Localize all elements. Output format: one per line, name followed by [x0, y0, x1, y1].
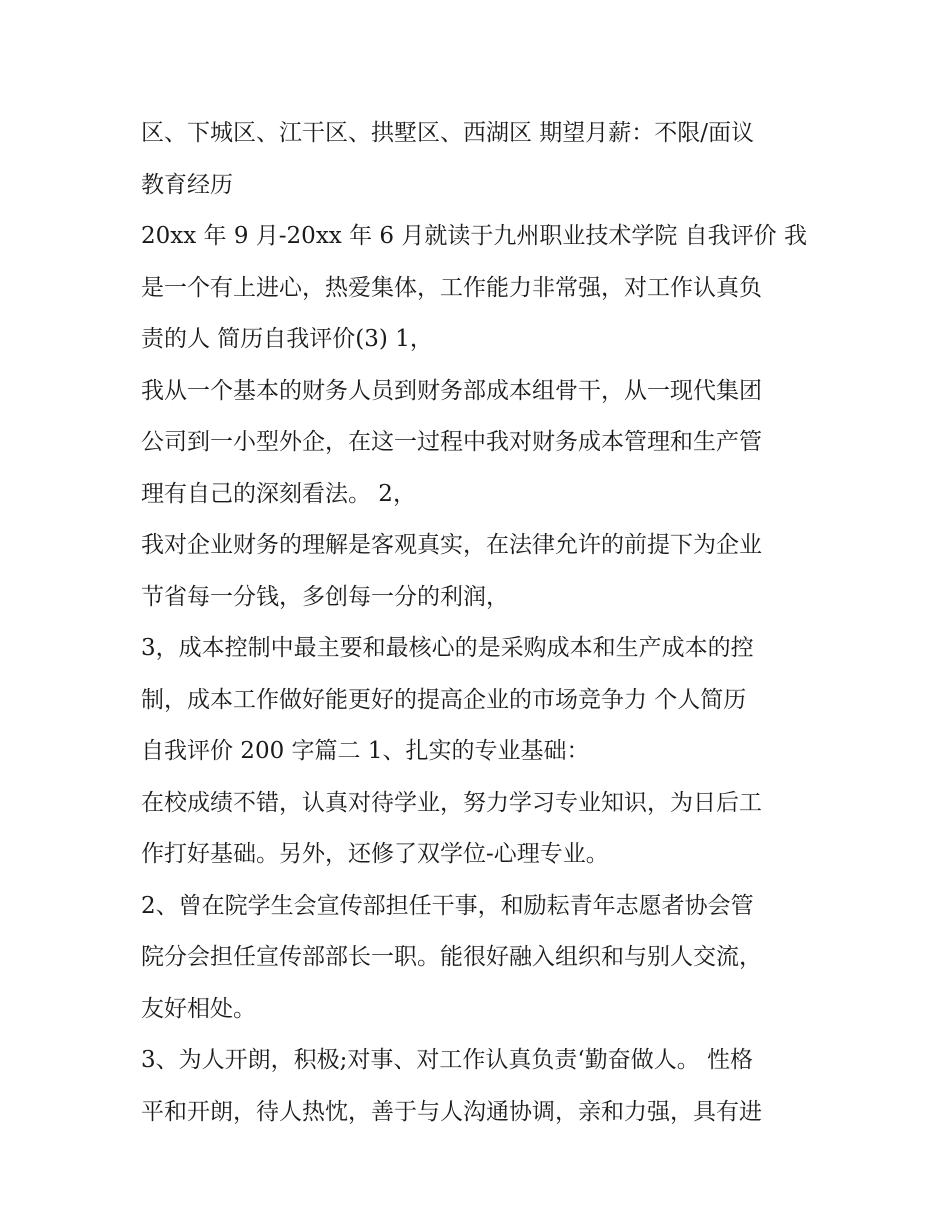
text-line: 院分会担任宣传部部长一职。能很好融入组织和与别人交流， [141, 944, 762, 970]
text-line: 平和开朗，待人热忱，善于与人沟通协调，亲和力强，具有进 [141, 1098, 762, 1125]
text-line: 区、下城区、江干区、拱墅区、西湖区 期望月薪：不限/面议 [141, 120, 755, 146]
text-line: 理有自己的深刻看法。 2， [141, 480, 416, 507]
text-line: 2、曾在院学生会宣传部担任干事，和励耘青年志愿者协会管 [141, 892, 754, 919]
text-line: 自我评价 200 字篇二 1、扎实的专业基础： [141, 738, 590, 764]
text-line: 友好相处。 [141, 995, 256, 1022]
text-line: 制，成本工作做好能更好的提高企业的市场竞争力 个人简历 [141, 686, 747, 713]
document-text [141, 108, 821, 1138]
text-line: 我从一个基本的财务人员到财务部成本组骨干，从一现代集团 [141, 377, 762, 404]
text-line: 20xx 年 9 月-20xx 年 6 月就读于九州职业技术学院 自我评价 我 [141, 223, 807, 249]
text-line: 作打好基础。另外，还修了双学位-心理专业。 [141, 841, 609, 867]
text-line: 是一个有上进心，热爱集体，工作能力非常强，对工作认真负 [141, 274, 762, 301]
text-line: 责的人 简历自我评价(3) 1， [141, 326, 433, 352]
text-line: 我对企业财务的理解是客观真实，在法律允许的前提下为企业 [141, 532, 762, 558]
text-line: 3，成本控制中最主要和最核心的是采购成本和生产成本的控 [141, 635, 754, 661]
text-line: 在校成绩不错，认真对待学业，努力学习专业知识，为日后工 [141, 789, 762, 816]
section-heading-education: 教育经历 [141, 171, 233, 198]
text-line: 公司到一小型外企，在这一过程中我对财务成本管理和生产管 [141, 429, 762, 455]
text-line: 节省每一分钱，多创每一分的利润， [141, 583, 509, 610]
text-line: 3、为人开朗，积极;对事、对工作认真负责‘勤奋做人。 性格 [141, 1047, 754, 1073]
